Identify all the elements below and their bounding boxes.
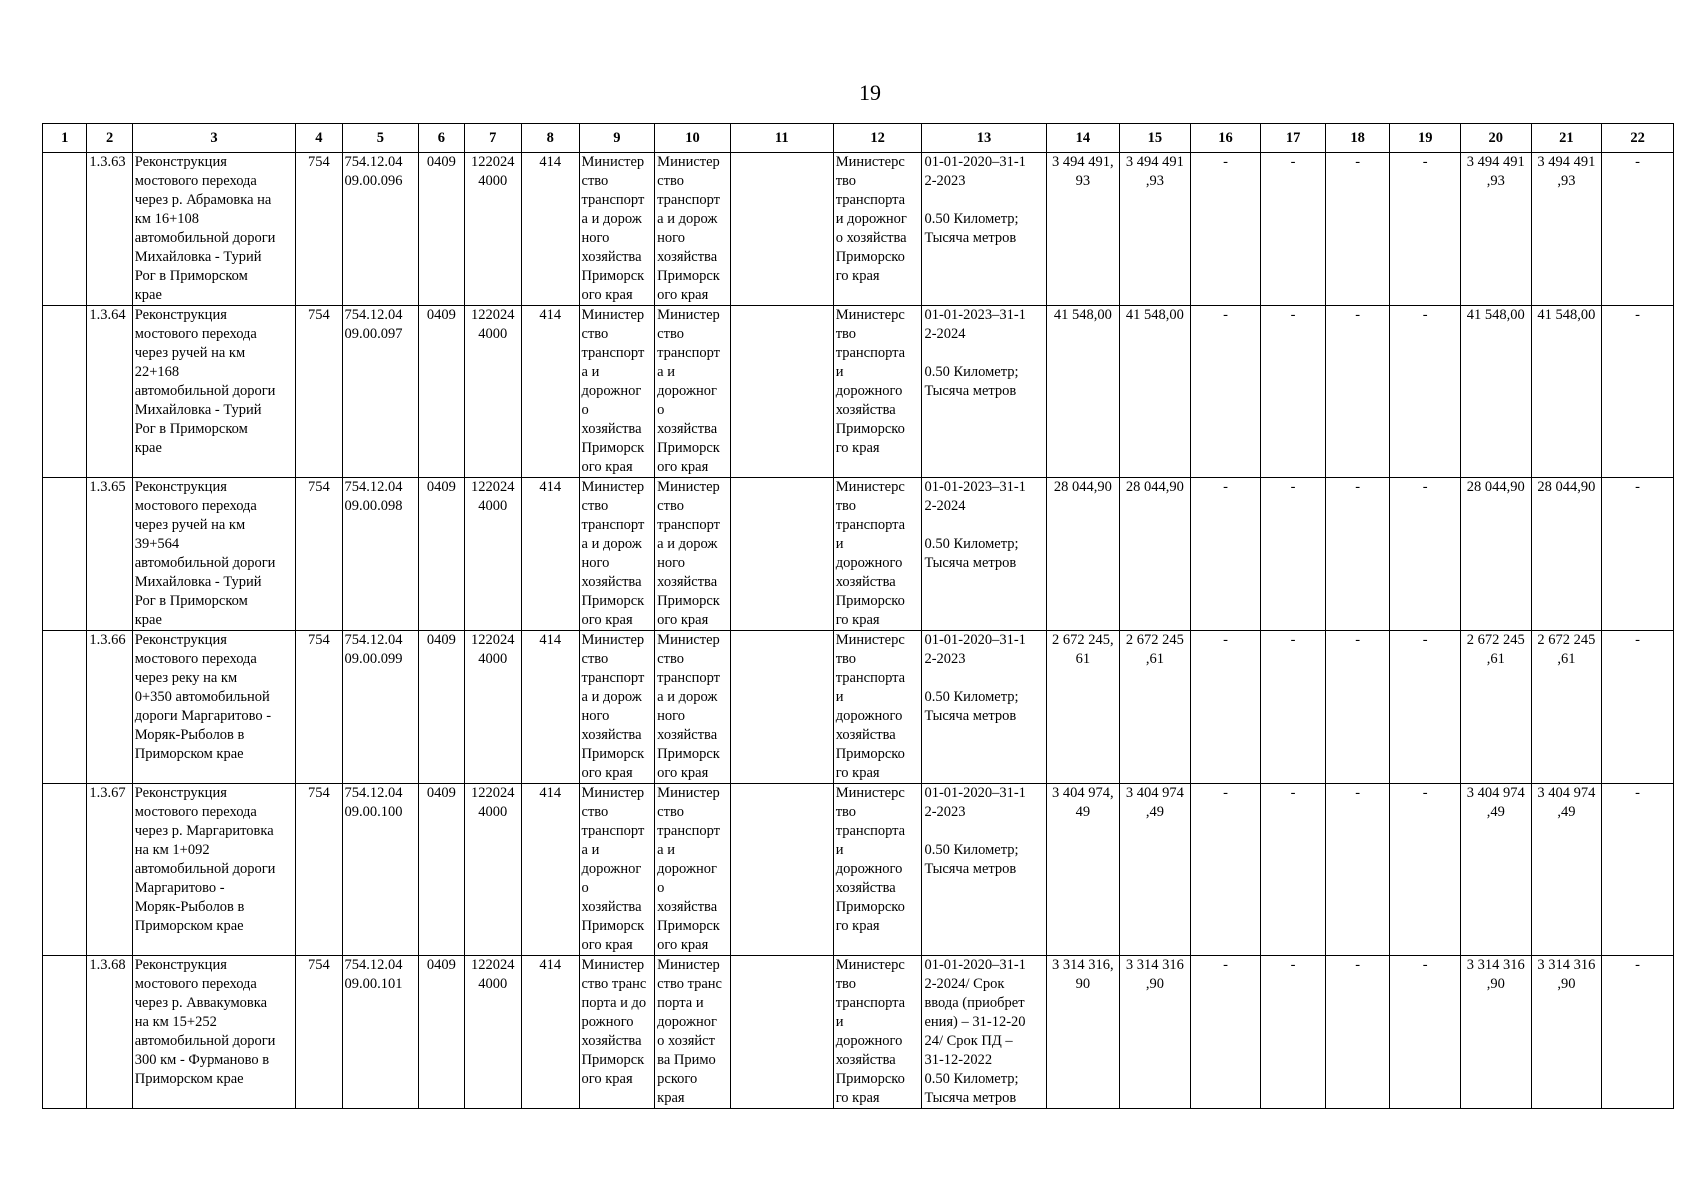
table-row	[43, 631, 1674, 784]
cell-col11	[730, 631, 833, 784]
column-header: 12	[833, 124, 922, 153]
cell-col16: -	[1190, 306, 1261, 478]
cell-col19: -	[1390, 306, 1461, 478]
cell-col18: -	[1325, 956, 1390, 1109]
cell-developer: Министер ство транспорт а и дорожног о хозяйства Приморск ого края	[655, 306, 731, 478]
cell-col16: -	[1190, 956, 1261, 1109]
cell-description: Реконструкция мостового перехода через ручей на км 22+168 автомобильной дороги Михайловка - Турий Рог в Приморском крае	[132, 306, 295, 478]
cell-amount-budget: 3 314 316 ,90	[1120, 956, 1191, 1109]
cell-amount-total: 3 404 974, 49	[1046, 784, 1120, 956]
cell-target-article: 122024 4000	[464, 478, 521, 631]
cell-period-capacity: 01-01-2020–31-1 2-2024/ Срок ввода (приобрет ения) – 31-12-20 24/ Срок ПД – 31-12-2022 0.50 Километр; Тысяча метров	[922, 956, 1046, 1109]
cell-period-capacity: 01-01-2023–31-1 2-2024 0.50 Километр; Тысяча метров	[922, 306, 1046, 478]
cell-period-capacity: 01-01-2020–31-1 2-2023 0.50 Километр; Тысяча метров	[922, 784, 1046, 956]
cell-section: 0409	[419, 306, 464, 478]
cell-col17: -	[1261, 631, 1326, 784]
cell-code: 754	[296, 306, 342, 478]
column-header: 1	[43, 124, 87, 153]
cell-col19: -	[1390, 784, 1461, 956]
cell-description: Реконструкция мостового перехода через реку на км 0+350 автомобильной дороги Маргаритово - Моряк-Рыболов в Приморском крае	[132, 631, 295, 784]
cell-col16: -	[1190, 631, 1261, 784]
cell-col16: -	[1190, 784, 1261, 956]
cell-amount-budget: 3 494 491 ,93	[1120, 153, 1191, 306]
cell-col18: -	[1325, 631, 1390, 784]
cell-responsible: Министерс тво транспорта и дорожного хозяйства Приморско го края	[833, 478, 922, 631]
cell-col11	[730, 478, 833, 631]
column-header: 20	[1461, 124, 1532, 153]
column-header: 8	[522, 124, 579, 153]
table-row	[43, 784, 1674, 956]
cell-period-capacity: 01-01-2020–31-1 2-2023 0.50 Километр; Тысяча метров	[922, 631, 1046, 784]
cell-amount-budget: 3 404 974 ,49	[1120, 784, 1191, 956]
cell-customer: Министер ство транспорт а и дорож ного хозяйства Приморск ого края	[579, 153, 655, 306]
cell-object-code: 754.12.04 09.00.096	[342, 153, 419, 306]
cell-col21: 28 044,90	[1531, 478, 1602, 631]
cell-col16: -	[1190, 478, 1261, 631]
cell-col22: -	[1602, 153, 1674, 306]
cell-amount-total: 3 314 316, 90	[1046, 956, 1120, 1109]
cell-expense-type: 414	[522, 306, 579, 478]
cell-col22: -	[1602, 956, 1674, 1109]
cell-item-number: 1.3.65	[87, 478, 132, 631]
cell-customer: Министер ство транспорт а и дорожног о хозяйства Приморск ого края	[579, 784, 655, 956]
cell-col11	[730, 784, 833, 956]
cell-description: Реконструкция мостового перехода через р. Аввакумовка на км 15+252 автомобильной дороги 300 км - Фурманово в Приморском крае	[132, 956, 295, 1109]
cell-col22: -	[1602, 306, 1674, 478]
table-row	[43, 956, 1674, 1109]
cell-amount-total: 2 672 245, 61	[1046, 631, 1120, 784]
column-header: 15	[1120, 124, 1191, 153]
cell-responsible: Министерс тво транспорта и дорожного хозяйства Приморско го края	[833, 956, 922, 1109]
column-header: 4	[296, 124, 342, 153]
cell-col22: -	[1602, 478, 1674, 631]
cell-code: 754	[296, 784, 342, 956]
cell-section: 0409	[419, 153, 464, 306]
cell-col18: -	[1325, 306, 1390, 478]
column-header: 6	[419, 124, 464, 153]
cell-period-capacity: 01-01-2023–31-1 2-2024 0.50 Километр; Тысяча метров	[922, 478, 1046, 631]
table-row	[43, 306, 1674, 478]
cell-description: Реконструкция мостового перехода через р. Абрамовка на км 16+108 автомобильной дороги Михайловка - Турий Рог в Приморском крае	[132, 153, 295, 306]
page-number: 19	[859, 80, 881, 105]
cell-target-article: 122024 4000	[464, 153, 521, 306]
cell-code: 754	[296, 478, 342, 631]
cell-expense-type: 414	[522, 478, 579, 631]
cell-col21: 3 494 491 ,93	[1531, 153, 1602, 306]
cell-target-article: 122024 4000	[464, 956, 521, 1109]
cell-index	[43, 478, 87, 631]
column-header: 14	[1046, 124, 1120, 153]
cell-col19: -	[1390, 631, 1461, 784]
column-header: 22	[1602, 124, 1674, 153]
cell-customer: Министер ство транспорт а и дорожног о хозяйства Приморск ого края	[579, 306, 655, 478]
cell-expense-type: 414	[522, 153, 579, 306]
cell-target-article: 122024 4000	[464, 631, 521, 784]
cell-section: 0409	[419, 478, 464, 631]
cell-object-code: 754.12.04 09.00.098	[342, 478, 419, 631]
column-header: 7	[464, 124, 521, 153]
cell-col20: 3 404 974 ,49	[1461, 784, 1532, 956]
cell-col19: -	[1390, 478, 1461, 631]
column-header: 5	[342, 124, 419, 153]
cell-col17: -	[1261, 153, 1326, 306]
cell-item-number: 1.3.67	[87, 784, 132, 956]
cell-code: 754	[296, 153, 342, 306]
cell-col21: 2 672 245 ,61	[1531, 631, 1602, 784]
budget-table	[42, 123, 1674, 1109]
cell-col11	[730, 306, 833, 478]
cell-index	[43, 631, 87, 784]
cell-amount-budget: 28 044,90	[1120, 478, 1191, 631]
cell-code: 754	[296, 631, 342, 784]
cell-col11	[730, 153, 833, 306]
cell-developer: Министер ство транспорт а и дорож ного хозяйства Приморск ого края	[655, 631, 731, 784]
cell-item-number: 1.3.64	[87, 306, 132, 478]
cell-index	[43, 306, 87, 478]
cell-col18: -	[1325, 153, 1390, 306]
cell-amount-total: 28 044,90	[1046, 478, 1120, 631]
cell-col11	[730, 956, 833, 1109]
cell-section: 0409	[419, 631, 464, 784]
cell-col20: 2 672 245 ,61	[1461, 631, 1532, 784]
column-header: 2	[87, 124, 132, 153]
cell-object-code: 754.12.04 09.00.100	[342, 784, 419, 956]
cell-col22: -	[1602, 631, 1674, 784]
column-header: 3	[132, 124, 295, 153]
cell-period-capacity: 01-01-2020–31-1 2-2023 0.50 Километр; Тысяча метров	[922, 153, 1046, 306]
cell-description: Реконструкция мостового перехода через р. Маргаритовка на км 1+092 автомобильной дороги Маргаритово - Моряк-Рыболов в Приморском крае	[132, 784, 295, 956]
column-header: 19	[1390, 124, 1461, 153]
cell-customer: Министер ство транс порта и до рожного хозяйства Приморск ого края	[579, 956, 655, 1109]
cell-responsible: Министерс тво транспорта и дорожного хозяйства Приморско го края	[833, 306, 922, 478]
cell-target-article: 122024 4000	[464, 306, 521, 478]
cell-col20: 3 314 316 ,90	[1461, 956, 1532, 1109]
cell-col22: -	[1602, 784, 1674, 956]
cell-description: Реконструкция мостового перехода через ручей на км 39+564 автомобильной дороги Михайловка - Турий Рог в Приморском крае	[132, 478, 295, 631]
cell-item-number: 1.3.63	[87, 153, 132, 306]
cell-developer: Министер ство транспорт а и дорожног о хозяйства Приморск ого края	[655, 784, 731, 956]
column-header: 21	[1531, 124, 1602, 153]
column-header: 9	[579, 124, 655, 153]
cell-object-code: 754.12.04 09.00.099	[342, 631, 419, 784]
cell-expense-type: 414	[522, 784, 579, 956]
cell-customer: Министер ство транспорт а и дорож ного хозяйства Приморск ого края	[579, 478, 655, 631]
cell-customer: Министер ство транспорт а и дорож ного хозяйства Приморск ого края	[579, 631, 655, 784]
cell-amount-budget: 2 672 245 ,61	[1120, 631, 1191, 784]
cell-index	[43, 784, 87, 956]
cell-developer: Министер ство транспорт а и дорож ного хозяйства Приморск ого края	[655, 153, 731, 306]
cell-section: 0409	[419, 784, 464, 956]
column-header: 18	[1325, 124, 1390, 153]
cell-code: 754	[296, 956, 342, 1109]
cell-item-number: 1.3.68	[87, 956, 132, 1109]
cell-responsible: Министерс тво транспорта и дорожного хозяйства Приморско го края	[833, 784, 922, 956]
cell-section: 0409	[419, 956, 464, 1109]
cell-index	[43, 956, 87, 1109]
cell-object-code: 754.12.04 09.00.101	[342, 956, 419, 1109]
column-header: 13	[922, 124, 1046, 153]
cell-amount-total: 41 548,00	[1046, 306, 1120, 478]
cell-amount-budget: 41 548,00	[1120, 306, 1191, 478]
cell-expense-type: 414	[522, 956, 579, 1109]
cell-col17: -	[1261, 306, 1326, 478]
table-row	[43, 153, 1674, 306]
cell-responsible: Министерс тво транспорта и дорожног о хозяйства Приморско го края	[833, 153, 922, 306]
cell-developer: Министер ство транспорт а и дорож ного хозяйства Приморск ого края	[655, 478, 731, 631]
cell-target-article: 122024 4000	[464, 784, 521, 956]
cell-col20: 3 494 491 ,93	[1461, 153, 1532, 306]
cell-col19: -	[1390, 956, 1461, 1109]
cell-responsible: Министерс тво транспорта и дорожного хозяйства Приморско го края	[833, 631, 922, 784]
cell-col21: 3 404 974 ,49	[1531, 784, 1602, 956]
table-header	[43, 124, 1674, 153]
cell-developer: Министер ство транс порта и дорожног о хозяйст ва Примо рского края	[655, 956, 731, 1109]
column-header: 16	[1190, 124, 1261, 153]
cell-index	[43, 153, 87, 306]
column-header: 17	[1261, 124, 1326, 153]
cell-col17: -	[1261, 784, 1326, 956]
cell-item-number: 1.3.66	[87, 631, 132, 784]
column-header: 11	[730, 124, 833, 153]
cell-col17: -	[1261, 478, 1326, 631]
table-row	[43, 478, 1674, 631]
cell-col20: 28 044,90	[1461, 478, 1532, 631]
cell-col19: -	[1390, 153, 1461, 306]
cell-col21: 41 548,00	[1531, 306, 1602, 478]
cell-object-code: 754.12.04 09.00.097	[342, 306, 419, 478]
cell-col18: -	[1325, 478, 1390, 631]
cell-col17: -	[1261, 956, 1326, 1109]
column-header: 10	[655, 124, 731, 153]
cell-expense-type: 414	[522, 631, 579, 784]
cell-col21: 3 314 316 ,90	[1531, 956, 1602, 1109]
cell-col16: -	[1190, 153, 1261, 306]
cell-amount-total: 3 494 491, 93	[1046, 153, 1120, 306]
cell-col20: 41 548,00	[1461, 306, 1532, 478]
cell-col18: -	[1325, 784, 1390, 956]
